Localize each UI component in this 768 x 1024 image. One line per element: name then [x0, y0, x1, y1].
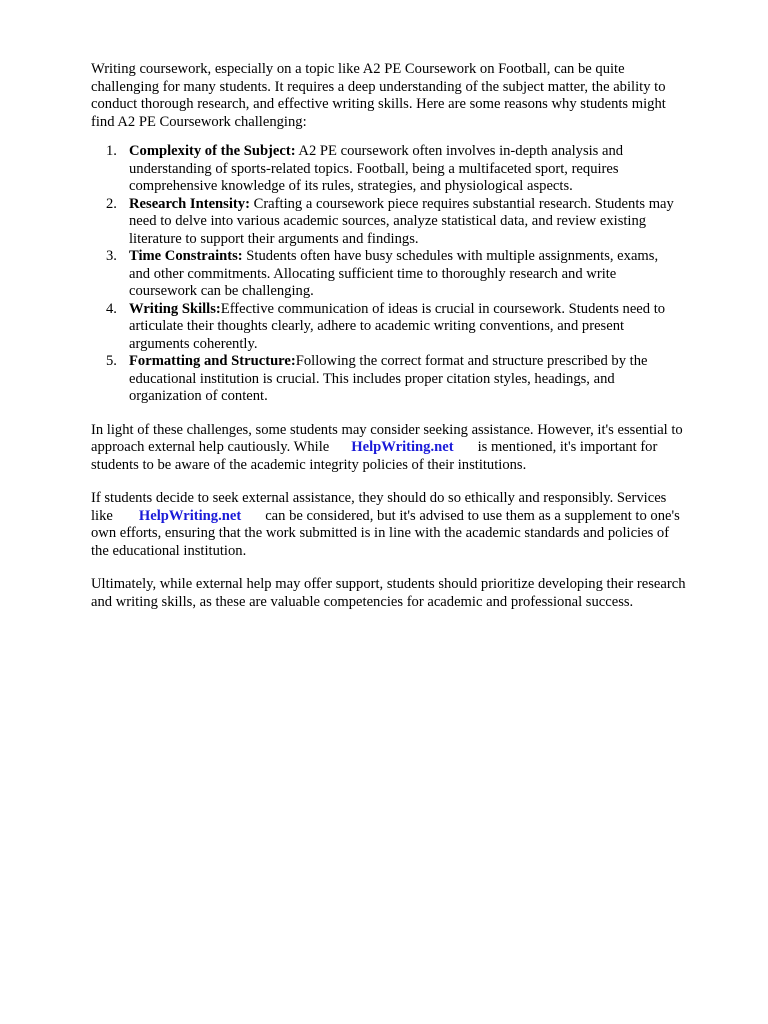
list-item-text: educational institution is crucial. This includes proper citation styles, headings, and — [129, 370, 615, 387]
intro-line: conduct thorough research, and effective writing skills. Here are some reasons why students might — [91, 96, 666, 112]
paragraph-line: the educational institution. — [91, 542, 247, 559]
list-item-title: Research Intensity: — [129, 195, 250, 212]
paragraph-line: approach external help cautiously. While — [91, 439, 330, 455]
list-item — [91, 301, 731, 354]
list-item-text: comprehensive knowledge of its rules, strategies, and physiological aspects. — [129, 178, 573, 194]
intro-line: challenging for many students. It requires a deep understanding of the subject matter, the ability to — [91, 78, 666, 95]
list-item — [91, 196, 731, 249]
paragraph-line: If students decide to seek external assistance, they should do so ethically and responsibly. Services — [91, 490, 667, 506]
list-item-text: Students often have busy schedules with multiple assignments, exams, — [242, 248, 659, 264]
paragraph-line: Ultimately, while external help may offer support, students should prioritize developing their research — [91, 576, 686, 592]
list-item-text: articulate their thoughts clearly, adhere to academic writing conventions, and present — [129, 318, 625, 334]
list-item-title: Formatting and Structure: — [129, 353, 296, 369]
list-number: 1. — [106, 143, 117, 159]
paragraph-line: is mentioned, it's important for — [477, 439, 658, 455]
list-item-text: coursework can be challenging. — [129, 283, 314, 299]
ethics-paragraph — [91, 490, 731, 560]
list-item — [91, 143, 731, 196]
paragraph-line: In light of these challenges, some students may consider seeking assistance. However, it's essential to — [91, 421, 683, 438]
list-item-text: need to delve into various academic sources, analyze statistical data, and review existing — [129, 213, 647, 229]
paragraph-line: own efforts, ensuring that the work submitted is in line with the academic standards and policies of — [91, 525, 670, 541]
list-item — [91, 353, 731, 406]
list-item-text: arguments coherently. — [129, 335, 258, 352]
intro-line: Writing coursework, especially on a topic like A2 PE Coursework on Football, can be quite — [91, 61, 625, 77]
challenges-list — [91, 143, 731, 406]
helpwriting-link[interactable]: HelpWriting.net — [351, 439, 454, 455]
assistance-paragraph — [91, 422, 731, 475]
list-item-title: Time Constraints: — [129, 248, 243, 264]
list-number: 4. — [106, 300, 117, 317]
list-item-text: understanding of sports-related topics. Football, being a multifaceted sport, requires — [129, 160, 619, 177]
list-item-text: organization of content. — [129, 388, 268, 404]
list-number: 3. — [106, 248, 117, 264]
paragraph-line: can be considered, but it's advised to use them as a supplement to one's — [265, 507, 680, 524]
list-item-text: literature to support their arguments and findings. — [129, 230, 419, 247]
paragraph-line: like — [91, 507, 113, 524]
paragraph-line: and writing skills, as these are valuable competencies for academic and professional success. — [91, 593, 634, 610]
intro-paragraph — [91, 61, 731, 131]
list-number: 2. — [106, 195, 117, 212]
paragraph-line: students to be aware of the academic integrity policies of their institutions. — [91, 456, 527, 473]
conclusion-paragraph — [91, 576, 731, 611]
list-item-title: Complexity of the Subject: — [129, 143, 296, 159]
document-page — [91, 61, 731, 611]
list-item-text: Crafting a coursework piece requires substantial research. Students may — [249, 195, 674, 212]
list-item-text: A2 PE coursework often involves in-depth analysis and — [295, 143, 624, 159]
list-item-text: and other commitments. Allocating sufficient time to thoroughly research and write — [129, 265, 617, 282]
list-item-text: Effective communication of ideas is crucial in coursework. Students need to — [220, 300, 666, 317]
helpwriting-link[interactable]: HelpWriting.net — [138, 507, 242, 524]
list-item-title: Writing Skills: — [129, 300, 221, 317]
list-item — [91, 248, 731, 301]
list-item-text: Following the correct format and structure prescribed by the — [295, 353, 648, 369]
intro-line: find A2 PE Coursework challenging: — [91, 113, 307, 130]
list-number: 5. — [106, 353, 117, 369]
